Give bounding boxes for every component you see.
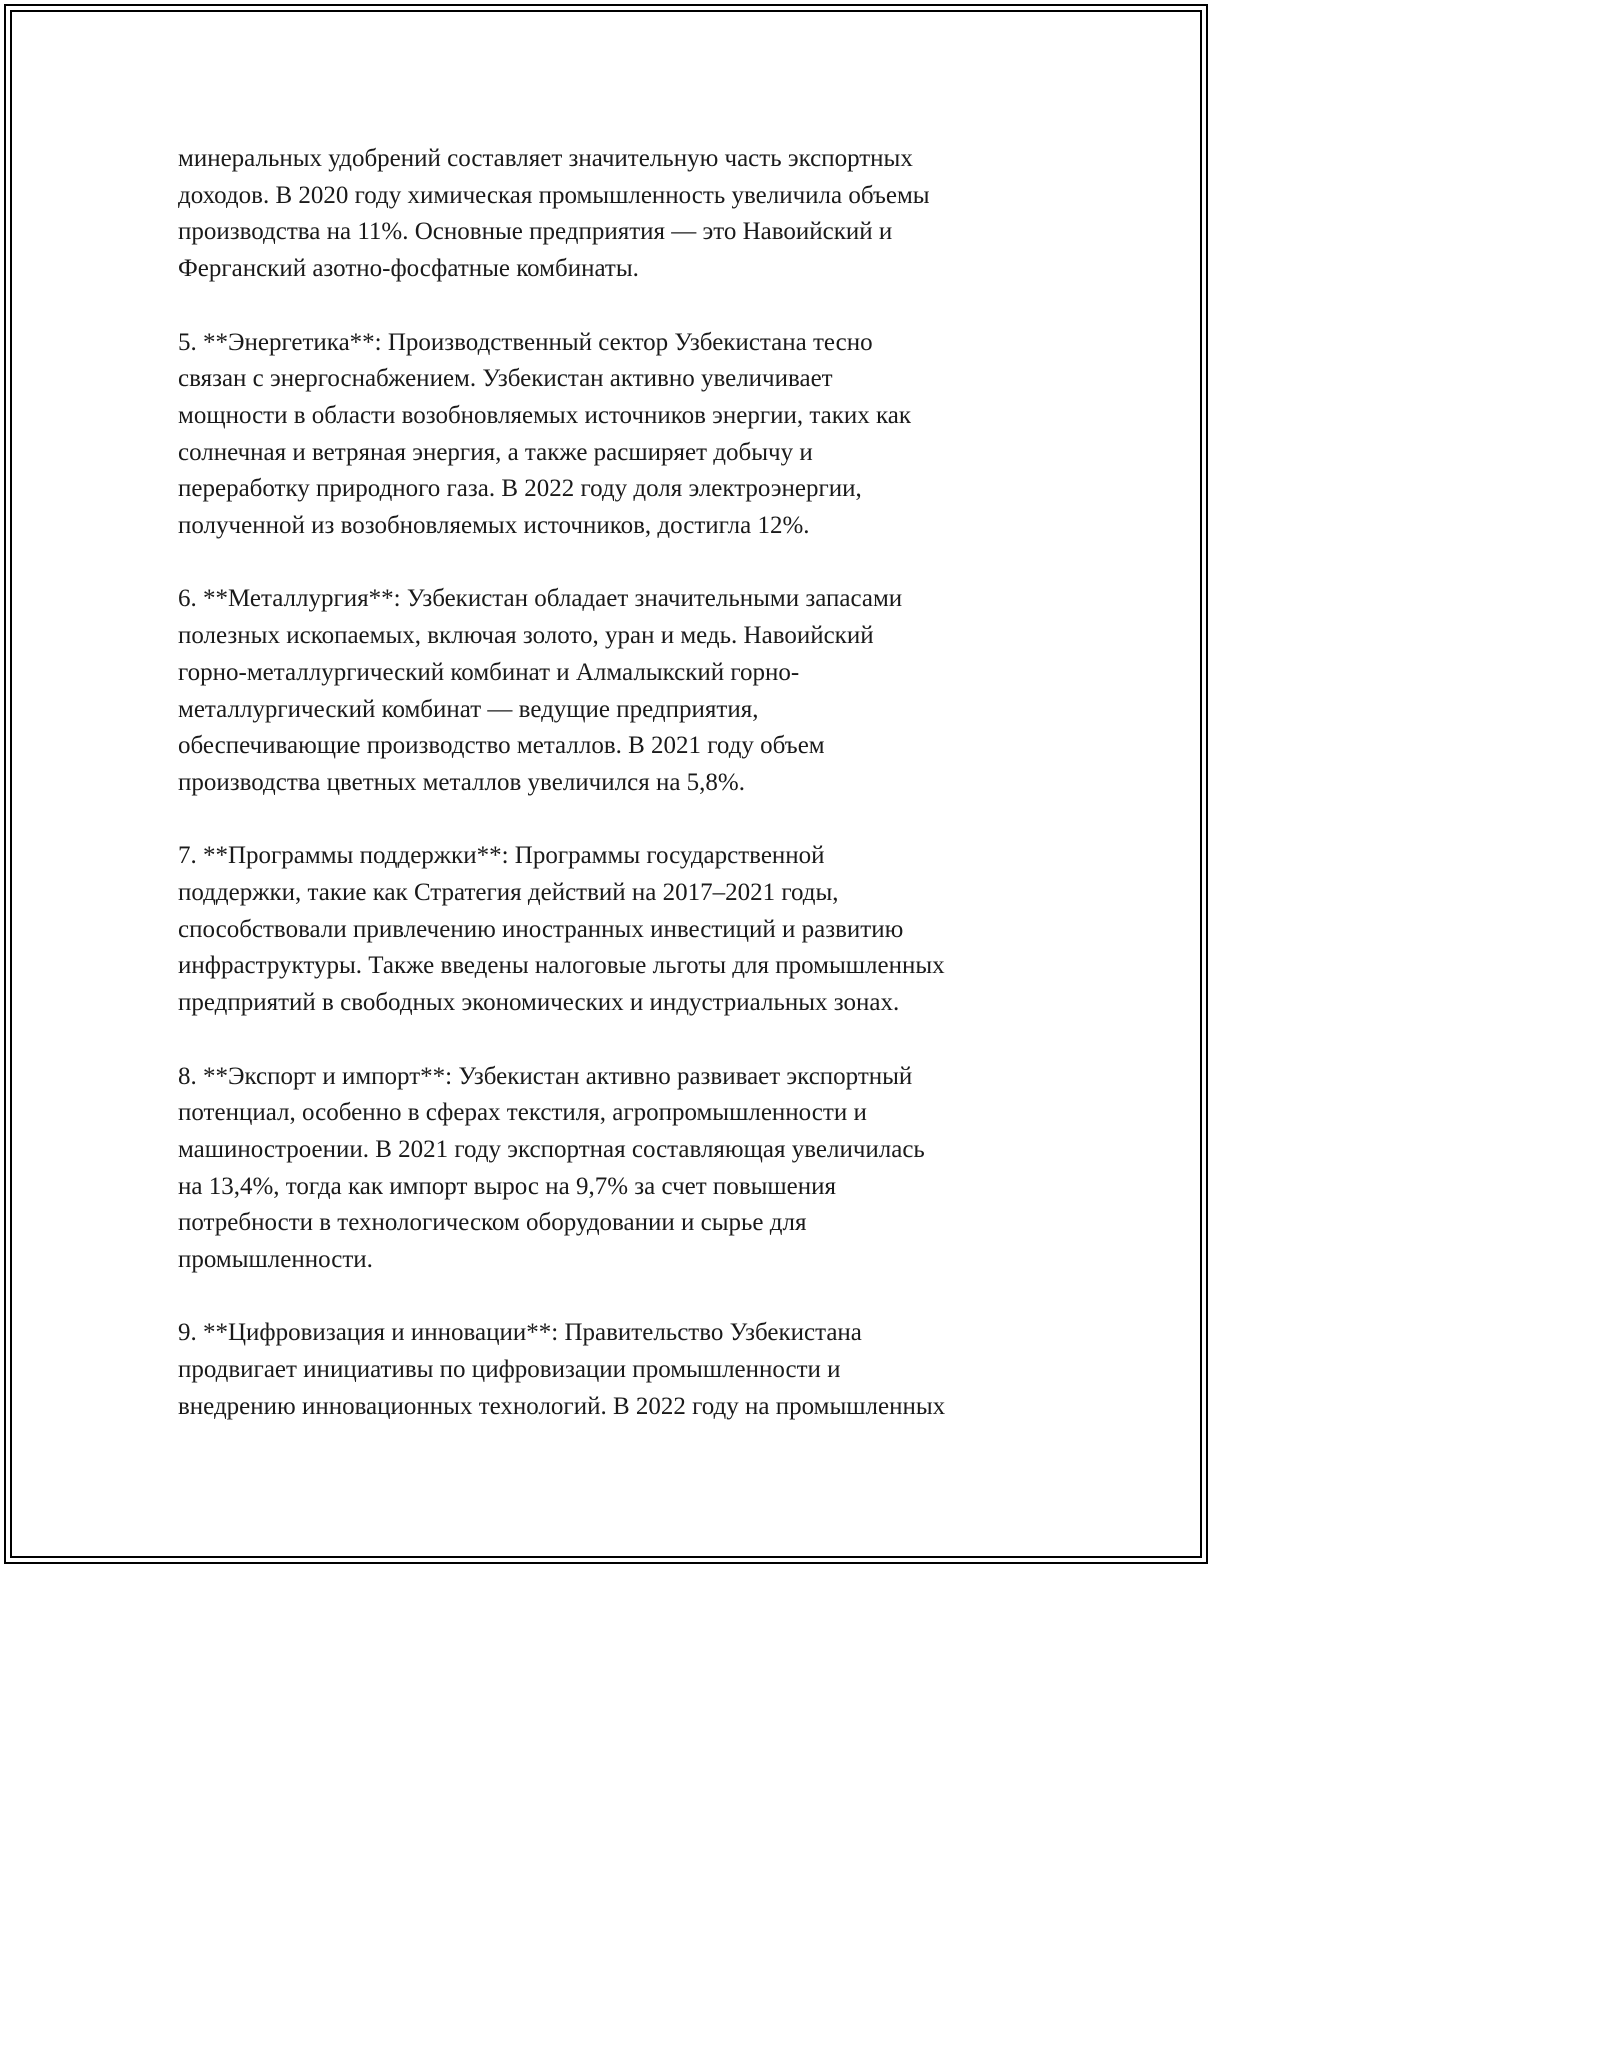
text-line: 6. **Металлургия**: Узбекистан обладает значительными запасами [178,585,903,613]
text-line: горно-металлургический комбинат и Алмалыкский горно- [178,658,800,686]
text-line: на 13,4%, тогда как импорт вырос на 9,7% за счет повышения [178,1172,837,1200]
text-line: промышленности. [178,1246,373,1274]
text-line: машиностроении. В 2021 году экспортная составляющая увеличилась [178,1135,925,1163]
paragraph-energy [178,325,1058,545]
text-line: солнечная и ветряная энергия, а также расширяет добычу и [178,438,813,466]
text-line: поддержки, такие как Стратегия действий на 2017–2021 годы, [178,879,839,907]
document-body [178,141,1058,1462]
text-line: доходов. В 2020 году химическая промышленность увеличила объемы [178,181,930,209]
text-line: минеральных удобрений составляет значительную часть экспортных [178,145,913,172]
text-line: полезных ископаемых, включая золото, уран и медь. Навоийский [178,622,874,650]
text-line: инфраструктуры. Также введены налоговые льготы для промышленных [178,952,945,980]
text-line: 9. **Цифровизация и инновации**: Правительство Узбекистана [178,1319,862,1347]
paragraph-export-import [178,1059,1058,1279]
text-line: внедрению инновационных технологий. В 2022 году на промышленных [178,1392,946,1420]
paragraph-support-programs [178,838,1058,1022]
text-line: переработку природного газа. В 2022 году доля электроэнергии, [178,475,862,503]
text-line: 7. **Программы поддержки**: Программы государственной [178,842,825,870]
text-line: мощности в области возобновляемых источников энергии, таких как [178,401,911,429]
text-line: 8. **Экспорт и импорт**: Узбекистан активно развивает экспортный [178,1062,913,1090]
text-line: потенциал, особенно в сферах текстиля, агропромышленности и [178,1099,867,1127]
text-line: 5. **Энергетика**: Производственный сектор Узбекистана тесно [178,328,873,356]
text-line: Ферганский азотно-фосфатные комбинаты. [178,255,639,283]
paragraph-fertilizers [178,141,1058,288]
text-line: способствовали привлечению иностранных инвестиций и развитию [178,915,904,943]
text-line: потребности в технологическом оборудовании и сырье для [178,1209,807,1237]
text-line: металлургический комбинат — ведущие предприятия, [178,695,759,723]
paragraph-digitalization [178,1315,1058,1425]
text-line: полученной из возобновляемых источников, достигла 12%. [178,512,810,540]
text-line: предприятий в свободных экономических и индустриальных зонах. [178,989,900,1017]
text-line: связан с энергоснабжением. Узбекистан активно увеличивает [178,365,833,393]
text-line: обеспечивающие производство металлов. В 2021 году объем [178,732,825,760]
paragraph-metallurgy [178,581,1058,801]
text-line: производства на 11%. Основные предприятия — это Навоийский и [178,218,893,246]
text-line: продвигает инициативы по цифровизации промышленности и [178,1356,841,1384]
text-line: производства цветных металлов увеличился на 5,8%. [178,768,745,796]
